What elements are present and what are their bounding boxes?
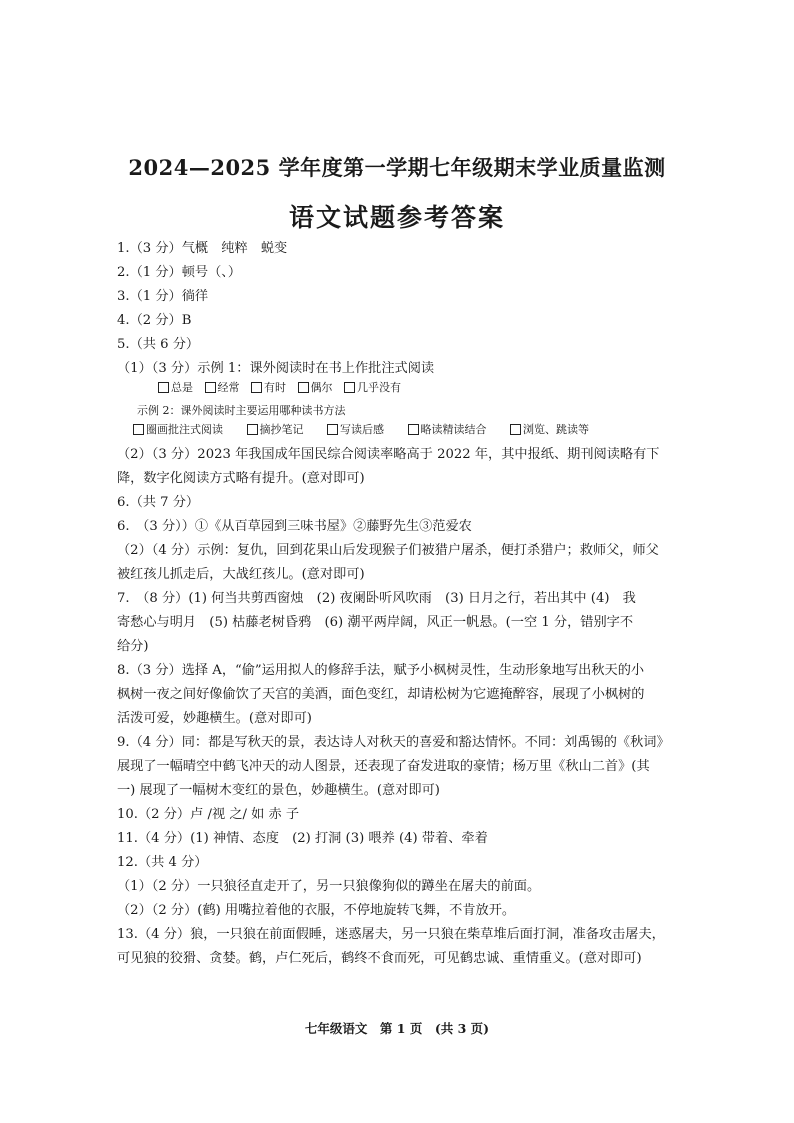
checkbox-option: 偶尔 (298, 380, 333, 396)
answer-line: 枫树一夜之间好像偷饮了天宫的美酒，面色变红，却请松树为它遮掩醉容，展现了小枫树的 (117, 687, 645, 702)
answer-line: 11.（4 分）(1) 神情、态度 (2) 打洞 (3) 喂养 (4) 带着、牵着 (117, 831, 488, 846)
checkbox-icon (408, 424, 419, 435)
answer-line: 寄愁心与明月 (5) 枯藤老树昏鸦 (6) 潮平两岸阔，风正一帆悬。(一空 1 分，错别字不 (117, 615, 634, 630)
checkbox-option: 写读后感 (327, 422, 384, 438)
answer-line: 一) 展现了一幅树木变红的景色，妙趣横生。(意对即可) (117, 783, 440, 798)
checkbox-option: 圈画批注式阅读 (133, 422, 223, 438)
answer-line: 13.（4 分）狼，一只狼在前面假睡，迷惑屠夫，另一只狼在柴草堆后面打洞，准备攻击屠夫， (117, 927, 665, 942)
checkbox-row-frequency (158, 380, 401, 396)
answer-line: 8.（3 分）选择 A，“偷”运用拟人的修辞手法，赋予小枫树灵性，生动形象地写出秋天的小 (117, 663, 645, 678)
checkbox-icon (327, 424, 338, 435)
answer-line: 2.（1 分）顿号（、） (117, 265, 242, 280)
checkbox-icon (158, 382, 169, 393)
checkbox-option: 有时 (251, 380, 286, 396)
checkbox-icon (205, 382, 216, 393)
checkbox-option: 略读精读结合 (408, 422, 487, 438)
answer-line: 7. （8 分）(1) 何当共剪西窗烛 (2) 夜阑卧听风吹雨 (3) 日月之行，若出其中 (4) 我 (117, 591, 636, 606)
answer-line: 10.（2 分）卢 /视 之/ 如 赤 子 (117, 807, 300, 822)
page-title: 2024—2025 学年度第一学期七年级期末学业质量监测 (128, 155, 666, 180)
page-footer: 七年级语文 第 1 页 (共 3 页) (304, 1021, 490, 1036)
answer-line: 3.（1 分）徜徉 (117, 289, 209, 304)
checkbox-icon (251, 382, 262, 393)
answer-line: 给分) (117, 639, 149, 654)
answer-line: （2）（4 分）示例：复仇，回到花果山后发现猴子们被猎户屠杀，便打杀猎户；救师父，师父 (117, 543, 659, 558)
checkbox-option: 摘抄笔记 (247, 422, 304, 438)
answer-line: （1）（2 分）一只狼径直走开了，另一只狼像狗似的蹲坐在屠夫的前面。 (117, 879, 541, 894)
checkbox-option: 浏览、跳读等 (510, 422, 589, 438)
answer-line: 9.（4 分）同：都是写秋天的景，表达诗人对秋天的喜爱和豁达情怀。不同：刘禹锡的《秋词》 (117, 735, 670, 750)
checkbox-icon (133, 424, 144, 435)
answer-line: 4.（2 分）B (117, 313, 192, 328)
answer-line: 6.（共 7 分） (117, 495, 200, 510)
checkbox-row-method (133, 422, 589, 438)
checkbox-option: 几乎没有 (344, 380, 401, 396)
answer-line: （1）（3 分）示例 1：课外阅读时在书上作批注式阅读 (117, 361, 435, 376)
checkbox-option: 总是 (158, 380, 193, 396)
answer-line: 降，数字化阅读方式略有提升。(意对即可) (117, 471, 365, 486)
checkbox-icon (298, 382, 309, 393)
answer-line: 示例 2：课外阅读时主要运用哪种读书方法 (137, 404, 346, 417)
answer-line: 12.（共 4 分） (117, 855, 208, 870)
answer-line: 活泼可爱，妙趣横生。(意对即可) (117, 711, 312, 726)
answer-line: （2）（2 分）(鹤) 用嘴拉着他的衣服，不停地旋转飞舞，不肯放开。 (117, 903, 516, 918)
answer-line: 展现了一幅晴空中鹤飞冲天的动人图景，还表现了奋发进取的豪情；杨万里《秋山二首》(其 (117, 759, 650, 774)
answer-line: 被红孩儿抓走后，大战红孩儿。(意对即可) (117, 567, 365, 582)
checkbox-icon (344, 382, 355, 393)
checkbox-option: 经常 (205, 380, 240, 396)
checkbox-icon (247, 424, 258, 435)
answer-line: 可见狼的狡猾、贪婪。鹤，卢仁死后，鹤终不食而死，可见鹤忠诚、重情重义。(意对即可) (117, 951, 642, 966)
answer-line: 6. （3 分））①《从百草园到三味书屋》②藤野先生③范爱农 (117, 519, 472, 534)
checkbox-icon (510, 424, 521, 435)
answer-line: 1.（3 分）气概 纯粹 蜕变 (117, 241, 288, 256)
answer-line: 5.（共 6 分） (117, 337, 200, 352)
answer-line: （2）（3 分）2023 年我国成年国民综合阅读率略高于 2022 年，其中报纸、期刊阅读略有下 (117, 447, 660, 462)
page-subtitle: 语文试题参考答案 (288, 203, 505, 232)
